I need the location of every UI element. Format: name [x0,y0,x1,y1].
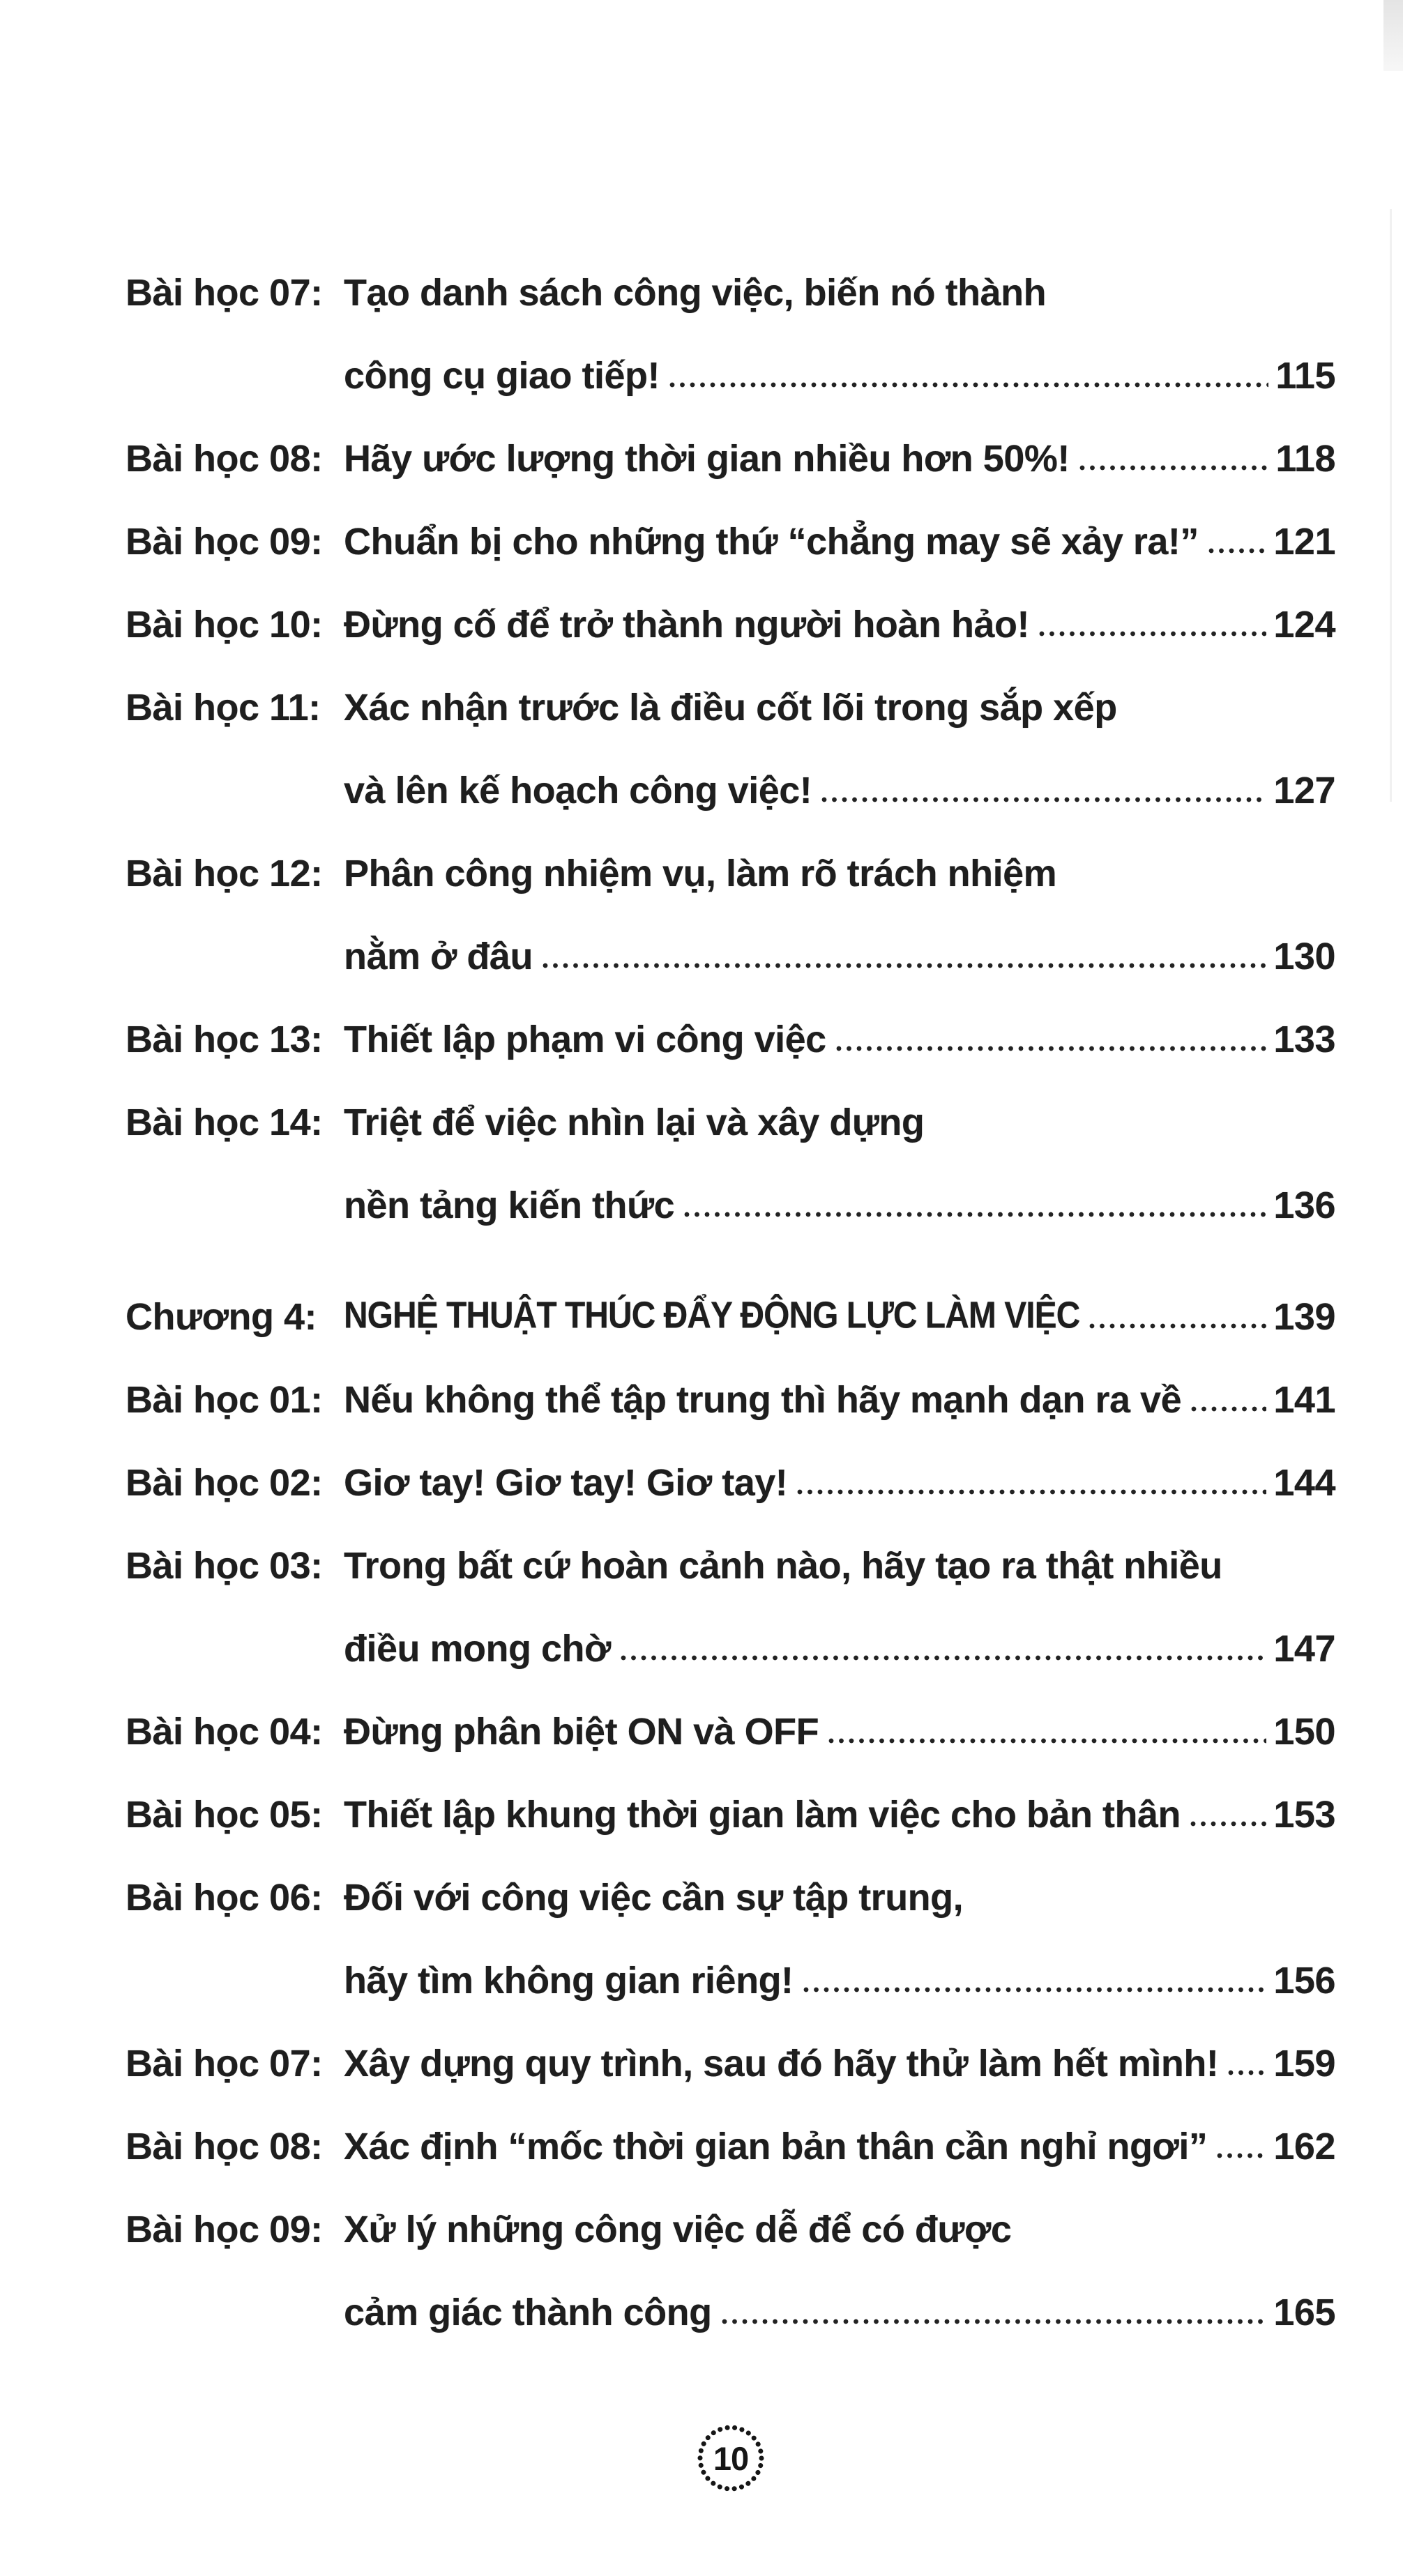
toc-entry-label: Bài học 01: [126,1379,323,1421]
toc-entry-page-number: 162 [1273,2126,1335,2167]
toc-entry-title: công cụ giao tiếp! [344,355,660,397]
toc-row [0,1442,1403,1525]
toc-entry-title: Thiết lập khung thời gian làm việc cho bản thân [344,1794,1181,1836]
toc-entry-title: cảm giác thành công [344,2292,712,2333]
toc-entry-label: Bài học 08: [126,438,323,480]
toc-entry-label: Bài học 09: [126,521,323,563]
toc-entry-title: Hãy ước lượng thời gian nhiều hơn 50%! [344,438,1070,480]
dot-leader [722,2271,1267,2354]
toc-row [0,2022,1403,2105]
dot-leader [1208,501,1266,584]
toc-row [0,2105,1403,2188]
toc-entry-title: điều mong chờ [344,1628,611,1670]
toc-entry-label: Chương 4: [126,1296,317,1338]
toc-entry-title: Chuẩn bị cho những thứ “chẳng may sẽ xảy ra!” [344,521,1199,563]
toc-entry-label: Bài học 02: [126,1462,323,1504]
toc-entry-page-number: 127 [1273,770,1335,811]
toc-entry-page-number: 139 [1273,1296,1335,1338]
toc-entry-title: Đừng phân biệt ON và OFF [344,1711,819,1753]
page-number-badge [692,2420,769,2497]
toc-entry-title: Xác nhận trước là điều cốt lõi trong sắp xếp [344,687,1117,729]
toc-entry-title: Đối với công việc cần sự tập trung, [344,1877,964,1919]
toc-row [0,1691,1403,1774]
dot-leader [836,998,1267,1081]
toc-entry-label: Bài học 07: [126,2043,323,2085]
toc-entry-page-number: 133 [1273,1019,1335,1060]
toc-row [0,418,1403,501]
toc-entry-label: Bài học 12: [126,853,323,894]
dot-leader [803,1939,1267,2022]
page-number-text: 10 [713,2439,749,2477]
toc-entry-page-number: 159 [1273,2043,1335,2085]
toc-row [0,1359,1403,1442]
toc-entry-title: Nếu không thể tập trung thì hãy mạnh dạn ra về [344,1379,1182,1421]
toc-row [0,252,1403,335]
dot-leader [1089,1276,1266,1359]
dot-leader [669,335,1268,418]
toc-row [0,1164,1403,1247]
toc-entry-page-number: 165 [1273,2292,1335,2333]
toc-entry-label: Bài học 13: [126,1019,323,1060]
page-edge-shadow [1383,0,1403,71]
toc-entry-page-number: 147 [1273,1628,1335,1670]
toc-entry-title: nền tảng kiến thức [344,1184,675,1226]
toc-row [0,584,1403,666]
toc-entry-label: Bài học 06: [126,1877,323,1919]
toc-entry-label [126,749,344,832]
toc-row [0,1608,1403,1691]
dot-leader [821,749,1266,832]
toc-entry-title: Giơ tay! Giơ tay! Giơ tay! [344,1462,788,1504]
toc-row [0,1774,1403,1857]
toc-entry-page-number: 115 [1275,355,1335,397]
toc-row [0,998,1403,1081]
toc-entry-title: hãy tìm không gian riêng! [344,1960,794,2002]
toc-entry-title: Phân công nhiệm vụ, làm rõ trách nhiệm [344,853,1057,894]
toc-entry-title: Đừng cố để trở thành người hoàn hảo! [344,604,1029,646]
toc-entry-page-number: 136 [1273,1184,1335,1226]
toc-row [0,1081,1403,1164]
toc-list [0,252,1403,2354]
toc-entry-page-number: 124 [1273,604,1335,646]
dot-leader [1039,584,1266,666]
toc-entry-label: Bài học 11: [126,687,321,729]
toc-entry-label: Bài học 14: [126,1102,323,1143]
toc-entry-page-number: 141 [1273,1379,1335,1421]
dot-leader [543,915,1266,998]
toc-entry-label [126,915,344,998]
toc-entry-page-number: 130 [1273,936,1335,977]
toc-entry-title: Xây dựng quy trình, sau đó hãy thử làm hết mình! [344,2043,1219,2085]
toc-row [0,749,1403,832]
dot-leader [684,1164,1266,1247]
toc-row [0,832,1403,915]
toc-entry-title: NGHỆ THUẬT THÚC ĐẨY ĐỘNG LỰC LÀM VIỆC [344,1295,1080,1337]
dot-leader [1079,418,1269,501]
toc-row [0,666,1403,749]
toc-entry-label: Bài học 07: [126,272,323,314]
toc-entry-title: Tạo danh sách công việc, biến nó thành [344,272,1047,314]
toc-entry-page-number: 153 [1273,1794,1335,1836]
toc-entry-title: Triệt để việc nhìn lại và xây dựng [344,1102,925,1143]
toc-entry-label: Bài học 05: [126,1794,323,1836]
dot-leader [1190,1774,1266,1857]
toc-entry-label [126,1164,344,1247]
toc-entry-label: Bài học 08: [126,2126,323,2167]
toc-entry-label: Bài học 09: [126,2209,323,2250]
toc-row [0,2271,1403,2354]
dot-leader [1191,1359,1266,1442]
toc-entry-label [126,335,344,418]
toc-row [0,1276,1403,1359]
dot-leader [828,1691,1266,1774]
toc-entry-label: Bài học 04: [126,1711,323,1753]
dot-leader [621,1608,1267,1691]
toc-entry-page-number: 121 [1273,521,1335,563]
toc-entry-title: Xử lý những công việc dễ để có được [344,2209,1012,2250]
toc-row [0,1857,1403,1939]
toc-row [0,501,1403,584]
toc-entry-label [126,1939,344,2022]
toc-entry-label [126,1608,344,1691]
toc-entry-label [126,2271,344,2354]
toc-row [0,915,1403,998]
toc-entry-page-number: 144 [1273,1462,1335,1504]
toc-entry-title: nằm ở đâu [344,936,533,977]
toc-entry-page-number: 118 [1275,438,1335,480]
dot-leader [1228,2022,1266,2105]
toc-row [0,1939,1403,2022]
toc-entry-title: Xác định “mốc thời gian bản thân cần nghỉ ngơi” [344,2126,1208,2167]
toc-entry-page-number: 150 [1273,1711,1335,1753]
toc-row [0,2188,1403,2271]
toc-entry-title: Trong bất cứ hoàn cảnh nào, hãy tạo ra thật nhiều [344,1545,1222,1587]
toc-entry-label: Bài học 10: [126,604,323,646]
toc-row [0,335,1403,418]
toc-row [0,1525,1403,1608]
toc-entry-title: Thiết lập phạm vi công việc [344,1019,826,1060]
toc-entry-title: và lên kế hoạch công việc! [344,770,812,811]
dot-leader [797,1442,1266,1525]
dot-leader [1217,2105,1266,2188]
toc-entry-page-number: 156 [1273,1960,1335,2002]
toc-entry-label: Bài học 03: [126,1545,323,1587]
